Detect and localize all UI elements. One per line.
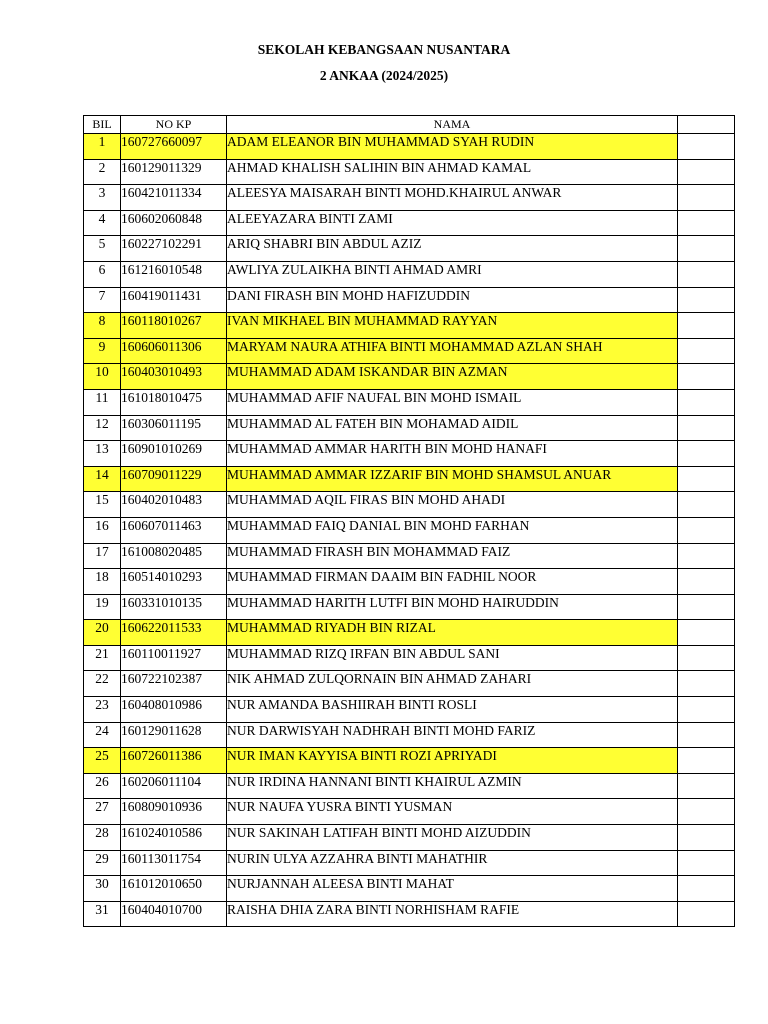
student-name: MUHAMMAD RIYADH BIN RIZAL [227, 620, 678, 646]
student-name: MUHAMMAD AMMAR IZZARIF BIN MOHD SHAMSUL ANUAR [227, 466, 678, 492]
ic-number: 161012010650 [121, 876, 227, 902]
student-name: NUR NAUFA YUSRA BINTI YUSMAN [227, 799, 678, 825]
blank-cell [678, 569, 735, 595]
student-table [83, 115, 735, 927]
row-number: 23 [84, 697, 121, 723]
ic-number: 160129011628 [121, 722, 227, 748]
table-row [84, 671, 735, 697]
ic-number: 161216010548 [121, 261, 227, 287]
student-name: NIK AHMAD ZULQORNAIN BIN AHMAD ZAHARI [227, 671, 678, 697]
student-name: MUHAMMAD FIRMAN DAAIM BIN FADHIL NOOR [227, 569, 678, 595]
ic-number: 160514010293 [121, 569, 227, 595]
blank-cell [678, 364, 735, 390]
ic-number: 160331010135 [121, 594, 227, 620]
row-number: 18 [84, 569, 121, 595]
row-number: 20 [84, 620, 121, 646]
table-row [84, 620, 735, 646]
row-number: 7 [84, 287, 121, 313]
row-number: 29 [84, 850, 121, 876]
row-number: 24 [84, 722, 121, 748]
ic-number: 160113011754 [121, 850, 227, 876]
table-row [84, 364, 735, 390]
student-name: RAISHA DHIA ZARA BINTI NORHISHAM RAFIE [227, 901, 678, 927]
student-name: AWLIYA ZULAIKHA BINTI AHMAD AMRI [227, 261, 678, 287]
row-number: 17 [84, 543, 121, 569]
row-number: 2 [84, 159, 121, 185]
student-name: NUR SAKINAH LATIFAH BINTI MOHD AIZUDDIN [227, 825, 678, 851]
ic-number: 160607011463 [121, 517, 227, 543]
student-name: DANI FIRASH BIN MOHD HAFIZUDDIN [227, 287, 678, 313]
blank-cell [678, 441, 735, 467]
student-name: MUHAMMAD AMMAR HARITH BIN MOHD HANAFI [227, 441, 678, 467]
row-number: 4 [84, 210, 121, 236]
column-header-extra [678, 116, 735, 134]
blank-cell [678, 594, 735, 620]
blank-cell [678, 185, 735, 211]
row-number: 10 [84, 364, 121, 390]
row-number: 11 [84, 389, 121, 415]
ic-number: 160306011195 [121, 415, 227, 441]
blank-cell [678, 287, 735, 313]
row-number: 26 [84, 773, 121, 799]
row-number: 13 [84, 441, 121, 467]
student-name: MUHAMMAD FAIQ DANIAL BIN MOHD FARHAN [227, 517, 678, 543]
blank-cell [678, 236, 735, 262]
table-row [84, 517, 735, 543]
student-name: NUR IMAN KAYYISA BINTI ROZI APRIYADI [227, 748, 678, 774]
blank-cell [678, 850, 735, 876]
ic-number: 160901010269 [121, 441, 227, 467]
blank-cell [678, 773, 735, 799]
row-number: 30 [84, 876, 121, 902]
ic-number: 160403010493 [121, 364, 227, 390]
student-name: NUR AMANDA BASHIIRAH BINTI ROSLI [227, 697, 678, 723]
ic-number: 160709011229 [121, 466, 227, 492]
ic-number: 160404010700 [121, 901, 227, 927]
student-name: MUHAMMAD RIZQ IRFAN BIN ABDUL SANI [227, 645, 678, 671]
blank-cell [678, 517, 735, 543]
ic-number: 160421011334 [121, 185, 227, 211]
student-name: NURIN ULYA AZZAHRA BINTI MAHATHIR [227, 850, 678, 876]
blank-cell [678, 261, 735, 287]
class-title: 2 ANKAA (2024/2025) [319, 68, 449, 83]
ic-number: 160408010986 [121, 697, 227, 723]
row-number: 16 [84, 517, 121, 543]
student-name: MUHAMMAD ADAM ISKANDAR BIN AZMAN [227, 364, 678, 390]
table-row [84, 210, 735, 236]
table-row [84, 850, 735, 876]
table-row [84, 876, 735, 902]
table-header [84, 116, 735, 134]
ic-number: 160118010267 [121, 313, 227, 339]
table-row [84, 645, 735, 671]
row-number: 27 [84, 799, 121, 825]
ic-number: 160227102291 [121, 236, 227, 262]
blank-cell [678, 543, 735, 569]
ic-number: 160110011927 [121, 645, 227, 671]
row-number: 6 [84, 261, 121, 287]
table-row [84, 287, 735, 313]
student-name: ARIQ SHABRI BIN ABDUL AZIZ [227, 236, 678, 262]
column-header-no-kp: NO KP [121, 116, 227, 134]
table-body [84, 134, 735, 927]
row-number: 21 [84, 645, 121, 671]
blank-cell [678, 697, 735, 723]
row-number: 15 [84, 492, 121, 518]
student-name: MUHAMMAD FIRASH BIN MOHAMMAD FAIZ [227, 543, 678, 569]
table-row [84, 313, 735, 339]
blank-cell [678, 620, 735, 646]
row-number: 19 [84, 594, 121, 620]
column-header-nama: NAMA [227, 116, 678, 134]
table-row [84, 901, 735, 927]
table-row [84, 159, 735, 185]
student-name: MUHAMMAD AL FATEH BIN MOHAMAD AIDIL [227, 415, 678, 441]
row-number: 9 [84, 338, 121, 364]
blank-cell [678, 825, 735, 851]
ic-number: 160722102387 [121, 671, 227, 697]
student-name: ALEESYA MAISARAH BINTI MOHD.KHAIRUL ANWAR [227, 185, 678, 211]
blank-cell [678, 338, 735, 364]
student-name: NUR DARWISYAH NADHRAH BINTI MOHD FARIZ [227, 722, 678, 748]
blank-cell [678, 210, 735, 236]
blank-cell [678, 722, 735, 748]
blank-cell [678, 134, 735, 160]
ic-number: 160622011533 [121, 620, 227, 646]
row-number: 25 [84, 748, 121, 774]
table-row [84, 134, 735, 160]
ic-number: 161018010475 [121, 389, 227, 415]
row-number: 14 [84, 466, 121, 492]
table-row [84, 825, 735, 851]
header-row [84, 116, 735, 134]
student-name: NUR IRDINA HANNANI BINTI KHAIRUL AZMIN [227, 773, 678, 799]
student-name: AHMAD KHALISH SALIHIN BIN AHMAD KAMAL [227, 159, 678, 185]
row-number: 28 [84, 825, 121, 851]
ic-number: 160602060848 [121, 210, 227, 236]
student-name: MUHAMMAD AQIL FIRAS BIN MOHD AHADI [227, 492, 678, 518]
table-row [84, 492, 735, 518]
blank-cell [678, 748, 735, 774]
table-row [84, 185, 735, 211]
ic-number: 160727660097 [121, 134, 227, 160]
table-row [84, 748, 735, 774]
ic-number: 160726011386 [121, 748, 227, 774]
student-name: MARYAM NAURA ATHIFA BINTI MOHAMMAD AZLAN SHAH [227, 338, 678, 364]
blank-cell [678, 799, 735, 825]
table-row [84, 594, 735, 620]
table-row [84, 389, 735, 415]
blank-cell [678, 901, 735, 927]
student-name: IVAN MIKHAEL BIN MUHAMMAD RAYYAN [227, 313, 678, 339]
table-row [84, 799, 735, 825]
student-name: NURJANNAH ALEESA BINTI MAHAT [227, 876, 678, 902]
student-name: ALEEYAZARA BINTI ZAMI [227, 210, 678, 236]
table-row [84, 236, 735, 262]
column-header-bil: BIL [84, 116, 121, 134]
student-name: ADAM ELEANOR BIN MUHAMMAD SYAH RUDIN [227, 134, 678, 160]
blank-cell [678, 876, 735, 902]
table-row [84, 543, 735, 569]
ic-number: 160402010483 [121, 492, 227, 518]
row-number: 5 [84, 236, 121, 262]
row-number: 8 [84, 313, 121, 339]
blank-cell [678, 159, 735, 185]
ic-number: 160419011431 [121, 287, 227, 313]
table-row [84, 415, 735, 441]
table-row [84, 697, 735, 723]
ic-number: 160129011329 [121, 159, 227, 185]
student-name: MUHAMMAD HARITH LUTFI BIN MOHD HAIRUDDIN [227, 594, 678, 620]
student-name: MUHAMMAD AFIF NAUFAL BIN MOHD ISMAIL [227, 389, 678, 415]
row-number: 12 [84, 415, 121, 441]
row-number: 3 [84, 185, 121, 211]
blank-cell [678, 645, 735, 671]
ic-number: 161024010586 [121, 825, 227, 851]
table-row [84, 338, 735, 364]
table-row [84, 722, 735, 748]
ic-number: 160809010936 [121, 799, 227, 825]
ic-number: 160606011306 [121, 338, 227, 364]
row-number: 22 [84, 671, 121, 697]
blank-cell [678, 313, 735, 339]
row-number: 1 [84, 134, 121, 160]
row-number: 31 [84, 901, 121, 927]
table-row [84, 441, 735, 467]
table-row [84, 773, 735, 799]
table-row [84, 569, 735, 595]
table-row [84, 261, 735, 287]
ic-number: 160206011104 [121, 773, 227, 799]
blank-cell [678, 492, 735, 518]
table-row [84, 466, 735, 492]
blank-cell [678, 671, 735, 697]
ic-number: 161008020485 [121, 543, 227, 569]
school-title: SEKOLAH KEBANGSAAN NUSANTARA [257, 42, 511, 57]
blank-cell [678, 389, 735, 415]
blank-cell [678, 466, 735, 492]
blank-cell [678, 415, 735, 441]
